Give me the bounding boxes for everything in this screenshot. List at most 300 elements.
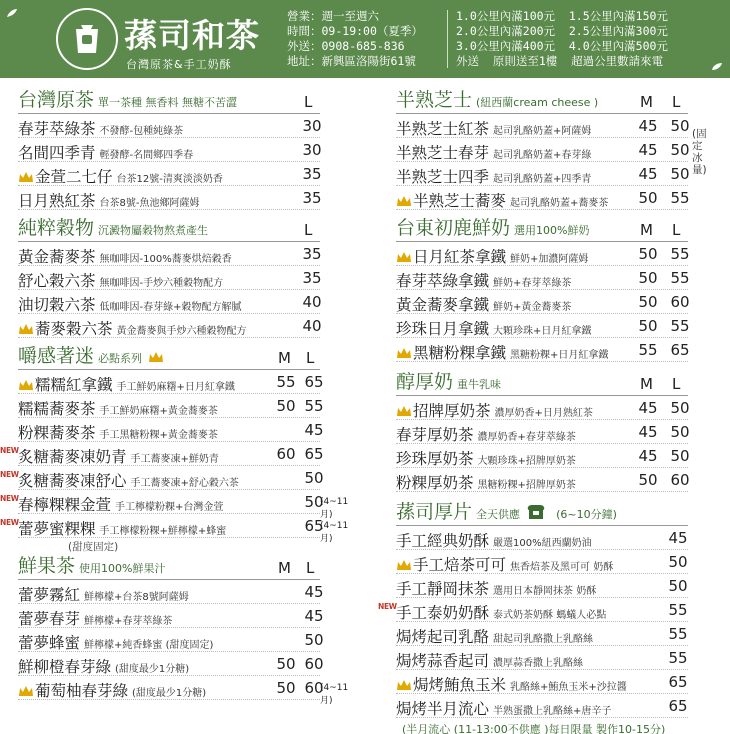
crown-icon	[18, 379, 34, 391]
item-name: 蕾夢霧紅	[18, 586, 81, 604]
menu-item	[18, 186, 320, 210]
store-info	[287, 9, 423, 69]
section-title	[396, 497, 617, 524]
leaf-icon	[711, 62, 723, 71]
item-description: 低咖啡因-春芽綠+穀物配方解膩	[99, 302, 242, 313]
menu-item-name	[18, 269, 223, 291]
menu-item	[18, 162, 320, 186]
price: 50	[668, 577, 688, 595]
price-m: 50	[638, 293, 658, 311]
item-description: 濃厚奶香+春芽萃綠茶	[477, 432, 576, 443]
item-description: 鮮檸檬+純香蜂蜜 (甜度固定)	[84, 640, 214, 651]
price-l: 55	[670, 269, 690, 287]
menu-item-name	[18, 189, 200, 211]
section-title-text: 半熟芝士	[396, 89, 473, 111]
price-l: 60	[304, 655, 324, 673]
price-l: 45	[304, 583, 324, 601]
menu-item-name	[396, 471, 576, 493]
menu-item-name	[18, 373, 235, 395]
menu-item	[396, 266, 688, 290]
section-header	[18, 554, 320, 580]
menu-item-name	[396, 117, 591, 139]
price-l: 50	[670, 423, 690, 441]
menu-item-name	[18, 397, 218, 419]
price-m: 45	[638, 399, 658, 417]
section-header	[18, 216, 320, 242]
section-header	[18, 344, 320, 370]
price-m: 45	[638, 117, 658, 135]
price-m: 50	[276, 655, 296, 673]
section-title	[396, 85, 598, 112]
item-name: 糯糯紅拿鐵	[35, 376, 113, 394]
menu-item-name	[396, 423, 576, 445]
size-l-header: L	[672, 93, 681, 111]
section-subtitle: 選用100%鮮奶	[514, 224, 590, 237]
price-m: 60	[276, 445, 296, 463]
menu-header	[0, 0, 730, 78]
item-name: 招牌厚奶茶	[413, 402, 491, 420]
menu-item-name	[396, 341, 608, 363]
menu-item-name	[396, 649, 583, 671]
price-l: 50	[670, 165, 690, 183]
menu-item-name	[396, 293, 571, 315]
item-description: 手工檸檬粉粿+鮮檸檬+蜂蜜	[99, 526, 227, 537]
price-m: 50	[638, 471, 658, 489]
menu-item-name	[18, 165, 223, 187]
price: 55	[668, 601, 688, 619]
item-description: 起司乳酪奶蓋+春芽綠	[493, 150, 592, 161]
size-m-header: M	[640, 221, 653, 239]
item-description: 手工檸檬粉粿+台灣金萱	[115, 502, 224, 513]
item-description: (甜度最少1分糖)	[115, 664, 190, 675]
item-name: 蕎麥穀六茶	[35, 320, 113, 338]
item-name: 焗烤半月流心	[396, 700, 490, 718]
section-subtitle: (紐西蘭cream cheese )	[476, 96, 599, 109]
menu-item-name	[18, 245, 232, 267]
menu-item	[0, 490, 349, 520]
price-m: 45	[638, 165, 658, 183]
size-l-header: L	[672, 375, 681, 393]
item-name: 焗烤鮪魚玉米	[413, 676, 507, 694]
price-l: 50	[304, 631, 324, 649]
info-line: 地址：新興區洛陽街61號	[287, 54, 416, 68]
item-name: 名間四季青	[18, 144, 96, 162]
item-name: 焗烤起司乳酪	[396, 628, 490, 646]
section-title	[396, 213, 589, 240]
menu-item	[396, 114, 688, 138]
size-l-header: L	[304, 221, 313, 239]
price-l: 50	[670, 117, 690, 135]
menu-item	[396, 468, 688, 492]
menu-item	[0, 466, 324, 490]
menu-item-name	[18, 421, 218, 443]
new-badge: NEW	[0, 518, 19, 527]
menu-item	[396, 526, 688, 550]
item-name: 糯糯蕎麥茶	[18, 400, 96, 418]
info-line: 時間：09-19:00（夏季）	[287, 24, 423, 38]
item-description: 濃厚蒜香撒上乳酪絲	[493, 658, 584, 669]
item-name: 黃金蕎麥茶	[18, 248, 96, 266]
item-name: 粉粿蕎麥茶	[18, 424, 96, 442]
price-l: 55	[670, 245, 690, 263]
item-name: 油切穀六茶	[18, 296, 96, 314]
price-l: 35	[302, 165, 322, 183]
menu-item-name	[396, 529, 592, 551]
new-badge: NEW	[0, 494, 19, 503]
menu-item-name	[18, 469, 239, 491]
price-m: 55	[638, 341, 658, 359]
item-name: 蕾夢蜂蜜	[18, 634, 81, 652]
item-description: 起司乳酪奶蓋+蕎麥茶	[510, 198, 609, 209]
menu-item	[18, 114, 320, 138]
info-line: 營業：週一至週六	[287, 9, 379, 23]
item-description: 大顆珍珠+日月紅拿鐵	[493, 326, 592, 337]
item-description: (甜度最少1分糖)	[132, 688, 207, 699]
price-l: 40	[302, 317, 322, 335]
section-header	[18, 88, 320, 114]
section-header	[396, 88, 688, 114]
menu-item-name	[18, 607, 172, 629]
item-name: 半熟芝士蕎麥	[413, 192, 507, 210]
item-description: 起司乳酪奶蓋+阿薩姆	[493, 126, 592, 137]
crown-icon	[18, 323, 34, 335]
item-name: 鮮柳橙春芽綠	[18, 658, 112, 676]
item-description: 手工黑糖粉粿+黃金蕎麥茶	[99, 430, 218, 441]
menu-item	[396, 314, 688, 338]
menu-item-name	[396, 697, 611, 719]
logo	[56, 8, 118, 70]
size-m-header: M	[278, 559, 291, 577]
menu-item	[378, 598, 688, 622]
item-name: 蕾夢春芽	[18, 610, 81, 628]
price-l: 65	[304, 517, 324, 535]
price-m: 50	[638, 317, 658, 335]
crown-icon	[396, 251, 412, 263]
price-l: 65	[304, 445, 324, 463]
item-description: 黑糖粉粿+日月紅拿鐵	[510, 350, 609, 361]
price: 55	[668, 625, 688, 643]
menu-item	[396, 162, 688, 186]
brand-name: 蓀司和茶	[124, 16, 260, 55]
section-subtitle: 使用100%鮮果汁	[79, 562, 166, 575]
menu-item-name	[396, 269, 571, 291]
section-header	[396, 370, 688, 396]
item-name: 半熟芝士春芽	[396, 144, 490, 162]
delivery-info	[456, 9, 668, 69]
crown-icon	[396, 405, 412, 417]
item-name: 葡萄柚春芽綠	[35, 682, 129, 700]
menu-item	[396, 574, 688, 598]
menu-item-name	[18, 583, 189, 605]
menu-item-name	[396, 673, 627, 695]
section-subtitle: 沉澱物屬穀物熬煮產生	[98, 224, 209, 237]
item-name: 珍珠厚奶茶	[396, 450, 474, 468]
menu-item-name	[18, 117, 183, 139]
menu-item	[396, 338, 688, 362]
item-description: 手工鮮奶麻糬+日月紅拿鐵	[116, 382, 235, 393]
item-name: 春芽厚奶茶	[396, 426, 474, 444]
crown-icon	[396, 559, 412, 571]
size-m-header: M	[640, 93, 653, 111]
item-description: 大顆珍珠+招牌厚奶茶	[477, 456, 576, 467]
menu-section-cheese	[396, 88, 688, 210]
menu-item-name	[18, 631, 213, 653]
size-l-header: L	[672, 221, 681, 239]
delivery-line: 外送 原則送至1樓 超過公里數請來電	[456, 54, 664, 68]
new-badge: NEW	[0, 446, 19, 455]
item-description: 鮮檸檬+台茶8號阿薩姆	[84, 592, 189, 603]
menu-item-name	[18, 445, 219, 467]
price-l: 50	[304, 493, 324, 511]
menu-item	[396, 420, 688, 444]
item-description: 半熟蛋撒上乳酪絲+唐辛子	[493, 706, 612, 717]
item-name: 春芽萃綠拿鐵	[396, 272, 490, 290]
price-m: 55	[276, 373, 296, 391]
section-subtitle: 重牛乳味	[457, 378, 502, 391]
item-description: 乳酪絲+鮪魚玉米+沙拉醬	[510, 682, 627, 693]
menu-item-name	[18, 493, 223, 515]
crown-icon	[18, 685, 34, 697]
item-name: 手工經典奶酥	[396, 532, 490, 550]
price-m: 45	[638, 447, 658, 465]
menu-item	[18, 652, 324, 676]
delivery-line: 1.0公里內滿100元 1.5公里內滿150元	[456, 9, 668, 23]
menu-item	[396, 396, 688, 420]
section-subtitle: 單一茶種 無香料 無糖不苦澀	[98, 96, 238, 109]
item-name: 春芽萃綠茶	[18, 120, 96, 138]
menu-item-name	[396, 577, 596, 599]
size-m-header: M	[640, 375, 653, 393]
item-description: 鮮奶+春芽萃綠茶	[493, 278, 572, 289]
price-l: 35	[302, 269, 322, 287]
price-m: 50	[276, 397, 296, 415]
item-description: 鮮奶+黃金蕎麥茶	[493, 302, 572, 313]
season-note: (4~11月)	[320, 521, 349, 544]
item-description: 手工蕎麥凍+鮮奶青	[130, 454, 219, 465]
item-description: 無咖啡因-手炒六種穀物配方	[99, 278, 224, 289]
price: 65	[668, 697, 688, 715]
menu-item	[18, 604, 324, 628]
price: 45	[668, 529, 688, 547]
item-description: 手工鮮奶麻糬+黃金蕎麥茶	[99, 406, 218, 417]
item-description: 台茶12號-清爽淡淡奶香	[116, 174, 223, 185]
price-l: 40	[302, 293, 322, 311]
price-l: 35	[302, 189, 322, 207]
menu-item-name	[396, 189, 608, 211]
menu-item	[18, 628, 324, 652]
item-description: 黃金蕎麥與手炒六種穀物配方	[116, 326, 247, 337]
menu-item-name	[18, 317, 247, 339]
item-name: 黑糖粉粿拿鐵	[413, 344, 507, 362]
price-l: 50	[670, 399, 690, 417]
crown-icon	[396, 679, 412, 691]
price-l: 30	[302, 141, 322, 159]
price: 65	[668, 673, 688, 691]
cup-logo-icon	[67, 19, 107, 59]
new-badge: NEW	[378, 602, 397, 611]
item-description: 無咖啡因-100%蕎麥烘焙穀香	[99, 254, 232, 265]
menu-item-name	[18, 655, 189, 677]
item-name: 手工靜岡抹茶	[396, 580, 490, 598]
price-l: 55	[304, 397, 324, 415]
item-description: 泰式奶茶奶酥 螞蟻人必點	[493, 610, 607, 621]
crown-icon	[396, 195, 412, 207]
price-l: 60	[670, 293, 690, 311]
brand-subtitle: 台灣原茶&手工奶酥	[126, 58, 232, 71]
item-name: 日月熟紅茶	[18, 192, 96, 210]
price-l: 55	[670, 189, 690, 207]
menu-item	[396, 242, 688, 266]
fixed-ice-note: (固定冰量)	[692, 128, 707, 176]
price-l: 45	[304, 607, 324, 625]
menu-item	[18, 266, 320, 290]
item-name: 粉粿厚奶茶	[396, 474, 474, 492]
price-l: 60	[304, 679, 324, 697]
crown-icon	[148, 351, 164, 363]
item-description: 嚴選100%紐西蘭奶油	[493, 538, 592, 549]
menu-item	[0, 442, 324, 466]
menu-item	[396, 646, 688, 670]
price-l: 50	[670, 447, 690, 465]
item-description: 甜起司乳酪撒上乳酪絲	[493, 634, 594, 645]
menu-item-name	[18, 141, 193, 163]
menu-item	[18, 370, 324, 394]
menu-item	[18, 676, 349, 706]
price-l: 30	[302, 117, 322, 135]
section-footnote: (甜度固定)	[68, 541, 119, 553]
item-name: 珍珠日月拿鐵	[396, 320, 490, 338]
toast-icon	[526, 504, 546, 520]
item-description: 鮮奶+加濃阿薩姆	[510, 254, 589, 265]
price-l: 45	[304, 421, 324, 439]
menu-section-grain	[18, 216, 320, 338]
crown-icon	[396, 347, 412, 359]
price-l: 65	[670, 341, 690, 359]
menu-item	[18, 418, 324, 442]
menu-item-name	[396, 141, 591, 163]
info-line: 外送：0908-685-836	[287, 39, 405, 53]
delivery-line: 2.0公里內滿200元 2.5公里內滿300元	[456, 24, 668, 38]
item-name: 蕾夢蜜粿粿	[18, 520, 96, 538]
divider	[447, 10, 448, 68]
menu-section-fruit	[18, 554, 349, 706]
menu-item	[396, 138, 688, 162]
price-m: 50	[638, 269, 658, 287]
item-name: 炙糖蕎麥凍舒心	[18, 472, 127, 490]
menu-section-thick	[396, 370, 688, 492]
menu-item	[396, 290, 688, 314]
section-title-text: 醇厚奶	[396, 371, 454, 393]
menu-item-name	[396, 245, 588, 267]
item-name: 半熟芝士四季	[396, 168, 490, 186]
price-m: 45	[638, 141, 658, 159]
menu-item-name	[396, 399, 593, 421]
section-title-text: 蓀司厚片	[396, 501, 473, 523]
item-description: 焦香焙茶及黑可可 奶酥	[510, 562, 614, 573]
item-name: 焗烤蒜香起司	[396, 652, 490, 670]
price-l: 60	[670, 471, 690, 489]
section-title-text: 台東初鹿鮮奶	[396, 217, 511, 239]
item-name: 手工焙茶可可	[413, 556, 507, 574]
delivery-line: 3.0公里內滿400元 4.0公里內滿500元	[456, 39, 668, 53]
menu-section-taiwan	[18, 88, 320, 210]
menu-item	[18, 580, 324, 604]
section-header	[396, 216, 688, 242]
menu-section-toast	[378, 500, 688, 734]
section-subtitle: 必點系列	[98, 352, 143, 365]
menu-item	[396, 186, 688, 210]
item-name: 半熟芝士紅茶	[396, 120, 490, 138]
section-title-text: 純粹穀物	[18, 217, 95, 239]
price-m: 50	[638, 189, 658, 207]
item-name: 春檸粿粿金萱	[18, 496, 112, 514]
item-description: 起司乳酪奶蓋+四季青	[493, 174, 592, 185]
menu-item-name	[18, 293, 242, 315]
section-title	[396, 367, 501, 394]
section-title-text: 嚼感著迷	[18, 345, 95, 367]
crown-icon	[18, 171, 34, 183]
size-m-header: M	[278, 349, 291, 367]
menu-item	[18, 138, 320, 162]
new-badge: NEW	[0, 470, 19, 479]
price-m: 50	[638, 245, 658, 263]
menu-item-name	[396, 165, 591, 187]
item-description: 鮮檸檬+春芽萃綠茶	[84, 616, 173, 627]
size-l-header: L	[306, 559, 315, 577]
season-note: (4~11月)	[320, 497, 349, 520]
menu-item-name	[396, 601, 606, 623]
menu-item	[18, 242, 320, 266]
price: 50	[668, 553, 688, 571]
item-name: 舒心穀六茶	[18, 272, 96, 290]
item-name: 黃金蕎麥拿鐵	[396, 296, 490, 314]
item-name: 金萱二七仔	[35, 168, 113, 186]
menu-item	[18, 314, 320, 338]
menu-item-name	[396, 447, 576, 469]
menu-section-chewy	[0, 344, 349, 554]
price-l: 50	[304, 469, 324, 487]
menu-item	[18, 290, 320, 314]
section-title-text: 鮮果茶	[18, 555, 76, 577]
leaf-icon	[6, 8, 18, 18]
size-l-header: L	[304, 93, 313, 111]
menu-item	[396, 550, 688, 574]
item-name: 日月紅茶拿鐵	[413, 248, 507, 266]
price-l: 55	[670, 317, 690, 335]
item-description: 濃厚奶香+日月熟紅茶	[494, 408, 593, 419]
size-l-header: L	[306, 349, 315, 367]
section-title	[18, 341, 165, 368]
price-l: 65	[304, 373, 324, 391]
menu-item-name	[18, 517, 226, 539]
section-header	[396, 500, 688, 526]
menu-item	[396, 444, 688, 468]
section-title	[18, 85, 237, 112]
menu-item	[18, 394, 324, 418]
menu-section-milk	[396, 216, 688, 362]
menu-item-name	[396, 317, 591, 339]
item-description: 選用日本靜岡抹茶 奶酥	[493, 586, 597, 597]
item-description: 手工蕎麥凍+舒心穀六茶	[130, 478, 239, 489]
section-title-text: 台灣原茶	[18, 89, 95, 111]
price: 55	[668, 649, 688, 667]
section-title	[18, 213, 208, 240]
section-footnote: (半月流心 (11-13:00不供應 )每日限量 製作10-15分)	[402, 723, 666, 734]
section-title	[18, 551, 165, 578]
menu-item-name	[396, 553, 613, 575]
season-note: (4~11月)	[320, 683, 349, 706]
item-description: 台茶8號-魚池鄉阿薩姆	[99, 198, 200, 209]
